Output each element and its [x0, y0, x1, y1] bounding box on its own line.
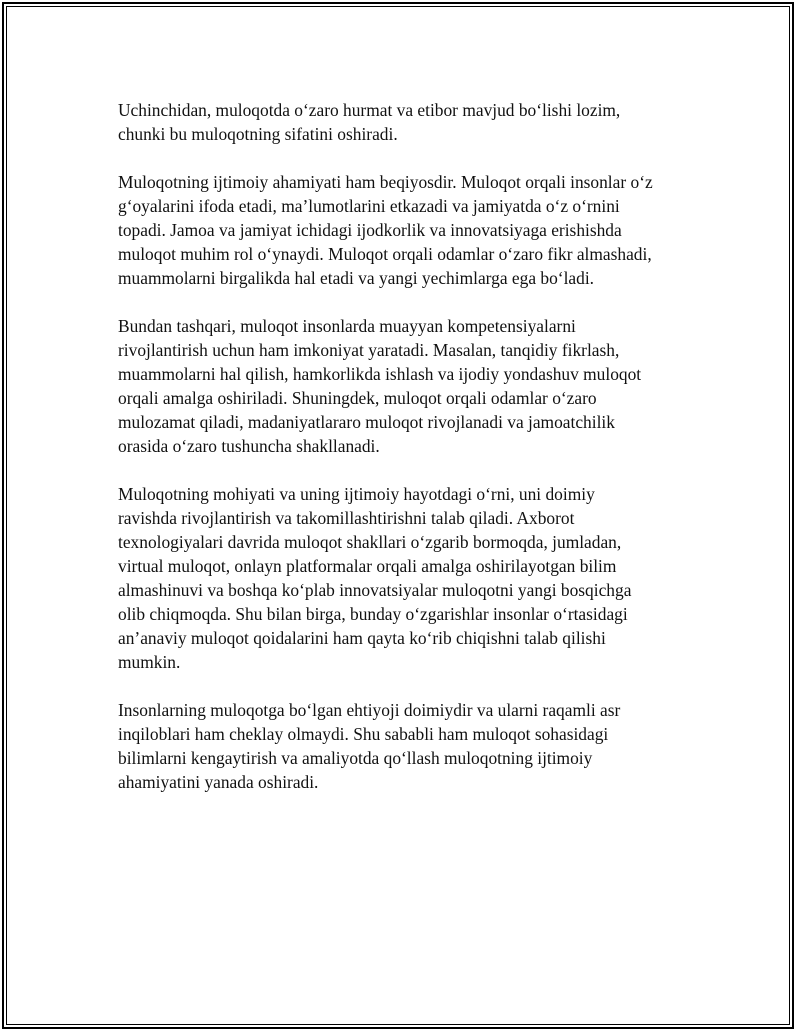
- document-body: [118, 98, 678, 818]
- paragraph-3: Bundan tashqari, muloqot insonlarda muayyan kompetensiyalarni rivojlantirish uchun ham imkoniyat yaratadi. Masalan, tanqidiy fikrlash, muammolarni hal qilish, hamkorlikda ishlash va ijodiy yondashuv muloqot orqali amalga oshiriladi. Shuningdek, muloqot orqali odamlar o‘zaro mulozamat qiladi, madaniyatlararo muloqot rivojlanadi va jamoatchilik orasida o‘zaro tushuncha shakllanadi.: [118, 316, 642, 456]
- paragraph-1: Uchinchidan, muloqotda o‘zaro hurmat va etibor mavjud bo‘lishi lozim, chunki bu muloqotning sifatini oshiradi.: [118, 100, 621, 144]
- page-border: [2, 2, 794, 1029]
- paragraph-4: Muloqotning mohiyati va uning ijtimoiy hayotdagi o‘rni, uni doimiy ravishda rivojlantirish va takomillashtirishni talab qiladi. Axborot texnologiyalari davrida muloqot shakllari o‘zgarib bormoqda, jumladan, virtual muloqot, onlayn platformalar orqali amalga oshirilayotgan bilim almashinuvi va boshqa ko‘plab innovatsiyalar muloqotni yangi bosqichga olib chiqmoqda. Shu bilan birga, bunday o‘zgarishlar insonlar o‘rtasidagi an’anaviy muloqot qoidalarini ham qayta ko‘rib chiqishni talab qilishi mumkin.: [118, 484, 632, 672]
- paragraph-2: Muloqotning ijtimoiy ahamiyati ham beqiyosdir. Muloqot orqali insonlar o‘z g‘oyalarini ifoda etadi, ma’lumotlarini etkazadi va jamiyatda o‘z o‘rnini topadi. Jamoa va jamiyat ichidagi ijodkorlik va innovatsiyaga erishishda muloqot muhim rol o‘ynaydi. Muloqot orqali odamlar o‘zaro fikr almashadi, muammolarni birgalikda hal etadi va yangi yechimlarga ega bo‘ladi.: [118, 172, 653, 288]
- paragraph-5: Insonlarning muloqotga bo‘lgan ehtiyoji doimiydir va ularni raqamli asr inqiloblari ham cheklay olmaydi. Shu sababli ham muloqot sohasidagi bilimlarni kengaytirish va amaliyotda qo‘llash muloqotning ijtimoiy ahamiyatini yanada oshiradi.: [118, 700, 621, 792]
